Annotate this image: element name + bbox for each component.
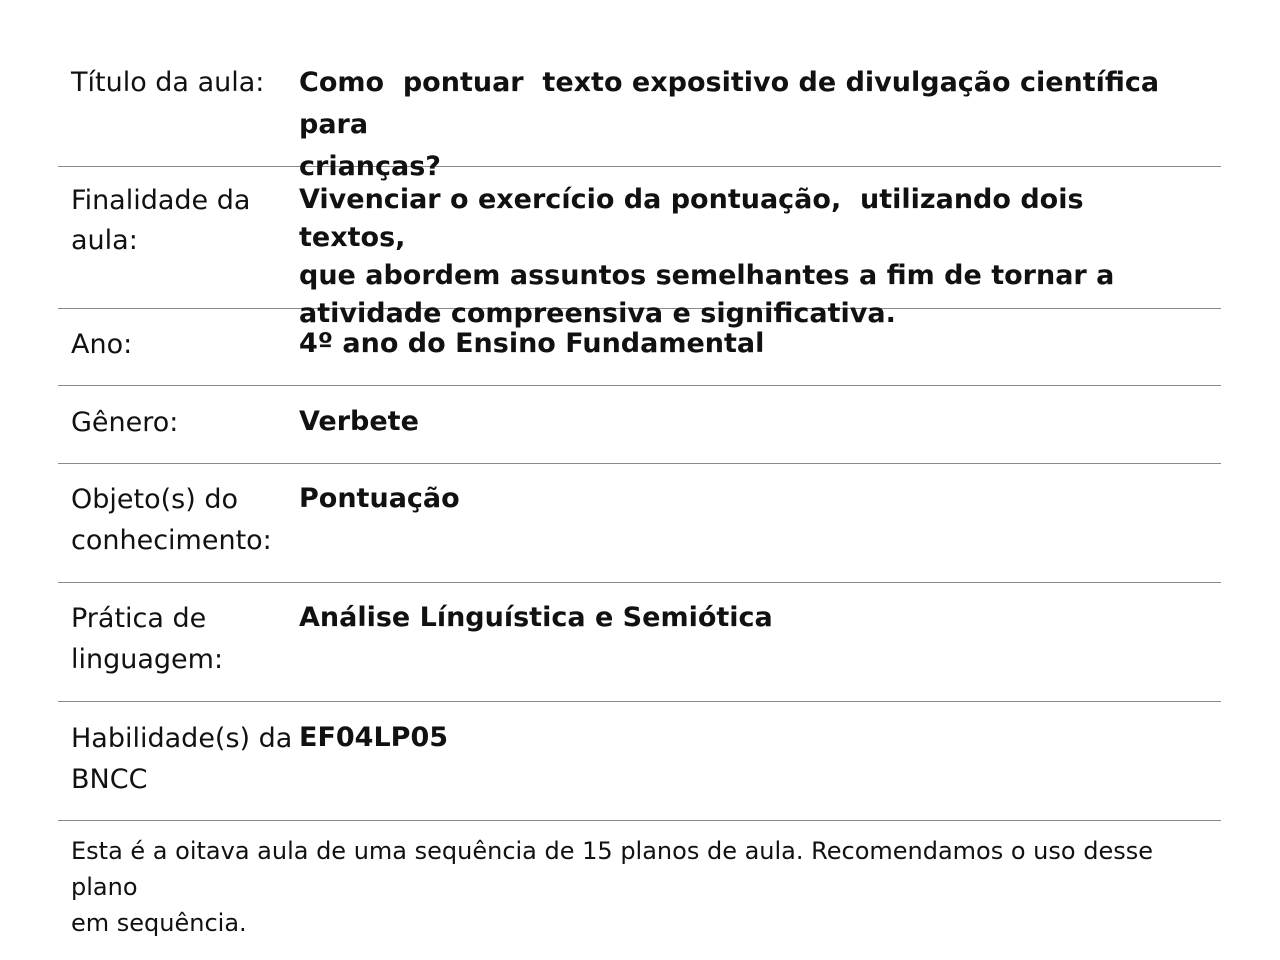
knowledge-object-label: Objeto(s) do conhecimento: <box>71 484 272 556</box>
table-row-language-practice <box>58 583 1221 702</box>
language-practice-label: Prática de linguagem: <box>71 603 224 675</box>
table-row-genre <box>58 386 1221 464</box>
language-practice-value: Análise Línguística e Semiótica <box>299 602 773 633</box>
genre-label: Gênero: <box>71 407 179 438</box>
bncc-skills-value: EF04LP05 <box>299 722 449 753</box>
lesson-purpose-label: Finalidade da aula: <box>71 185 251 256</box>
lesson-title-value: Como pontuar texto expositivo de divulgação científica para crianças? <box>299 67 1160 182</box>
genre-value: Verbete <box>299 406 419 437</box>
table-row-knowledge-object <box>58 464 1221 583</box>
knowledge-object-value: Pontuação <box>299 483 460 514</box>
year-label: Ano: <box>71 329 133 360</box>
sequence-note: Esta é a oitava aula de uma sequência de 15 planos de aula. Recomendamos o uso desse plano em sequência. <box>71 837 1153 937</box>
lesson-plan-table <box>58 52 1221 941</box>
year-value: 4º ano do Ensino Fundamental <box>299 328 765 359</box>
bncc-skills-label: Habilidade(s) da BNCC <box>71 723 293 795</box>
table-row-bncc-skills <box>58 702 1221 821</box>
table-row-lesson-purpose <box>58 167 1221 329</box>
lesson-purpose-value: Vivenciar o exercício da pontuação, utilizando dois textos, que abordem assuntos semelhantes a fim de tornar a atividade compreensiva e significativa. <box>299 184 1115 329</box>
table-row-lesson-title <box>58 52 1221 182</box>
lesson-title-label: Título da aula: <box>71 67 265 98</box>
